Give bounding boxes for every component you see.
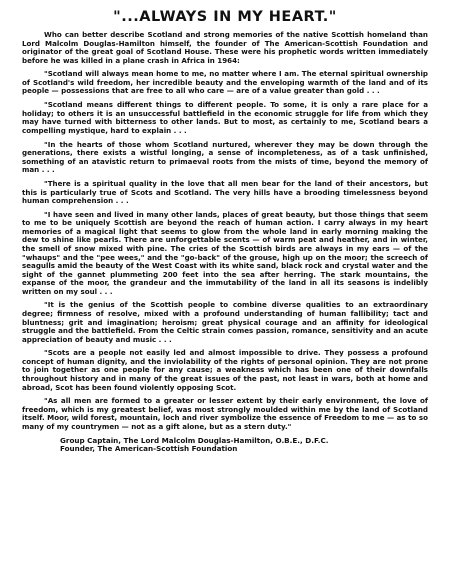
quote-paragraph-spiritual: "There is a spiritual quality in the love that all men bear for the land of their ancestors, but this is particularly true of Scots and Scotland. The very hills have a brooding timelessness beyond human comprehension . . . <box>22 178 428 206</box>
quote-paragraph-other-lands: "I have seen and lived in many other lands, places of great beauty, but those things that seem to me to be uniquely Scottish are beyond the reach of human action. I carry always in my heart memories of a magical light that seems to glow from the whole land in early morning making the dew to shine like pearls. There are unforgettable scents — of warm peat and heather, and in winter, the smell of snow mixed with pine. The cries of the Scottish birds are always in my ears — of the "whaups" and the "pee wees," and the "go-back" of the grouse, high up on the moor; the screech of seagulls amid the beauty of the West Coast with its white sand, black rock and crystal water and the sight of the gannet plummeting 200 feet into the sea after herring. The stark mountains, the expanse of the moor, the grandeur and the immutability of the land in all its seasons is indelibly written on my soul . . . <box>22 209 428 296</box>
page-title: "...ALWAYS IN MY HEART." <box>113 9 337 25</box>
quote-paragraph-freedom: "As all men are formed to a greater or lesser extent by their early environment, the love of freedom, which is my greatest belief, was most strongly moulded within me by the land of Scotland itself. Moor, wild forest, mountain, loch and river symbolize the essence of Freedom to me — as to so many of my countrymen — not as a gift alone, but as a stern duty." <box>22 396 428 431</box>
quote-paragraph-genius: "It is the genius of the Scottish people to combine diverse qualities to an extraordinary degree; firmness of resolve, mixed with a profound understanding of human fallibility; tact and bluntness; grit and imagination; heroism; great physical courage and an affinity for ideological struggle and the battlefield. From the Celtic strain comes passion, romance, sensitivity and an acute appreciation of beauty and music . . . <box>22 300 428 344</box>
signature-block <box>60 437 428 455</box>
quote-paragraph-hearts: "In the hearts of those whom Scotland nurtured, wherever they may be down through the generations, there exists a wistful longing, a sense of incompleteness, as of a task unfinished, something of an atavistic return to primaeval roots from the mists of time, beyond the memory of man . . . <box>22 139 428 175</box>
quote-paragraph-scots-people: "Scots are a people not easily led and almost impossible to drive. They possess a profound concept of human dignity, and the inviolability of the rights of personal opinion. They are not prone to join together as one people for any cause; a weakness which has been one of their downfalls throughout history and in many of the great issues of the past, not least in wars, both at home and abroad, Scot has been found violently opposing Scot. <box>22 348 428 392</box>
quote-paragraph-home: "Scotland will always mean home to me, no matter where I am. The eternal spiritual ownership of Scotland's wild freedom, her incredible beauty and the enveloping warmth of the land and of its people — possessions that are free to all who care — are of a value greater than gold . . . <box>22 69 428 96</box>
signature-title: Founder, The American-Scottish Foundation <box>60 444 238 454</box>
quote-paragraph-different-things: "Scotland means different things to different people. To some, it is only a rare place for a holiday; to others it is an unsuccessful battlefield in the economic struggle for life from which they may have turned with bitterness to other lands. But to most, as certainly to me, Scotland bears a compelling mystique, hard to explain . . . <box>22 100 428 135</box>
signature-name: Group Captain, The Lord Malcolm Douglas-Hamilton, O.B.E., D.F.C. <box>60 435 329 445</box>
intro-paragraph: Who can better describe Scotland and strong memories of the native Scottish homeland than Lord Malcolm Douglas-Hamilton himself, the founder of The American-Scottish Foundation and originator of the great goal of Scotland House. These were his prophetic words written immediately before he was killed in a plane crash in Africa in 1964: <box>22 30 428 65</box>
